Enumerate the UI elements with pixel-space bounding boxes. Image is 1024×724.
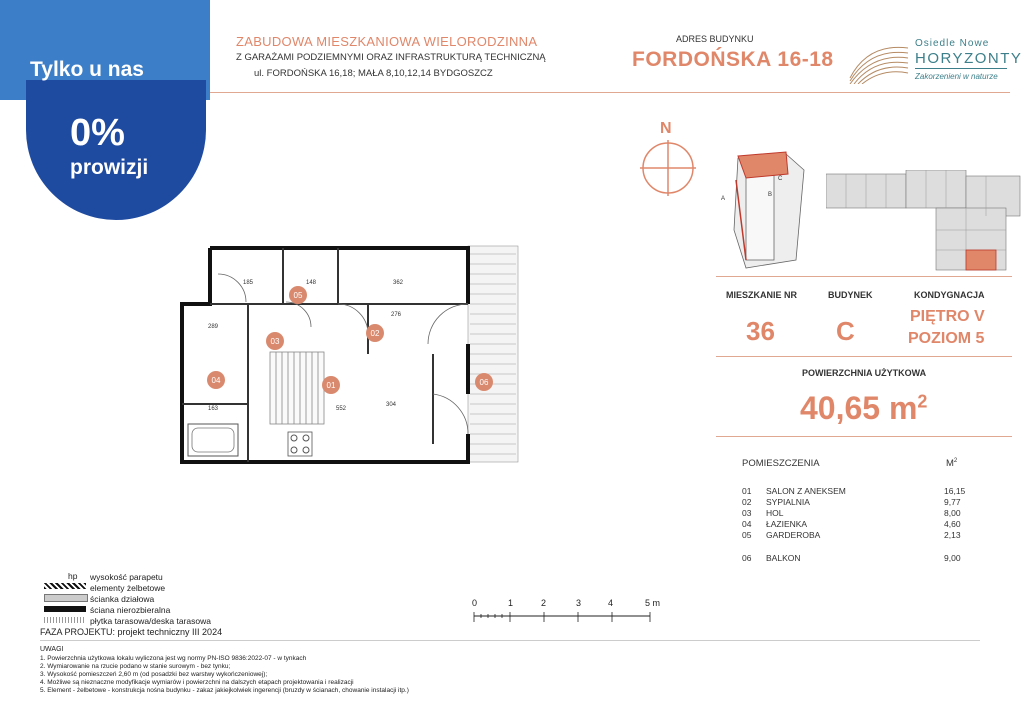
notes-divider xyxy=(40,640,980,641)
legend-swatch-loadbearing xyxy=(44,606,86,612)
compass-label: N xyxy=(660,120,672,137)
svg-text:C: C xyxy=(778,176,783,182)
scale-tick-3: 3 xyxy=(576,598,582,608)
unit-divider-mid xyxy=(716,356,1012,357)
promo-badge-line2: prowizji xyxy=(70,156,149,179)
room-row-03: 03 HOL 8,00 xyxy=(742,508,961,518)
area-label: POWIERZCHNIA UŻYTKOWA xyxy=(802,368,927,378)
rooms-table xyxy=(742,486,982,564)
dim-276: 276 xyxy=(391,312,402,318)
scale-tick-2: 2 xyxy=(541,598,547,608)
note-3: 3. Wysokość pomieszczeń 2,60 m (od posadzki bez warstwy wykończeniowej); xyxy=(40,671,268,678)
floor-value-1: PIĘTRO V xyxy=(910,308,985,325)
dim-163: 163 xyxy=(208,406,219,412)
legend-item-1: elementy żelbetowe xyxy=(90,583,166,593)
dim-289: 289 xyxy=(208,324,219,330)
scale-tick-5: 5 m xyxy=(645,598,661,608)
note-4: 4. Możliwe są nieznaczne modyfikacje wymiarów i powierzchni na dalszych etapach projektowania i realizacji xyxy=(40,679,354,686)
room-row-02: 02 SYPIALNIA 9,77 xyxy=(742,497,961,507)
apartment-label: MIESZKANIE NR xyxy=(726,290,798,300)
project-address-line: ul. FORDOŃSKA 16,18; MAŁA 8,10,12,14 BYDGOSZCZ xyxy=(254,68,493,79)
svg-text:A: A xyxy=(721,196,726,202)
rooms-unit-header: $M^2$ xyxy=(946,458,958,470)
legend-item-4: płytka tarasowa/deska tarasowa xyxy=(90,616,211,626)
floor-plan-thumbnail xyxy=(826,170,1022,272)
room-row-04: 04 ŁAZIENKA 4,60 xyxy=(742,519,961,529)
scale-bar xyxy=(470,610,660,624)
legend-swatch-terrace xyxy=(44,617,86,623)
project-subtitle: Z GARAŻAMI PODZIEMNYMI ORAZ INFRASTRUKTURĄ TECHNICZNĄ xyxy=(236,52,546,63)
address-value: FORDOŃSKA 16-18 xyxy=(632,48,834,71)
floor-value-2: POZIOM 5 xyxy=(908,330,985,347)
scale-tick-1: 1 xyxy=(508,598,514,608)
dim-148: 148 xyxy=(306,280,317,286)
floor-plan xyxy=(178,244,520,466)
building-label: BUDYNEK xyxy=(828,290,873,300)
room-label-01: 01 xyxy=(326,381,336,390)
project-title: ZABUDOWA MIESZKANIOWA WIELORODZINNA xyxy=(236,34,538,49)
scale-tick-4: 4 xyxy=(608,598,614,608)
legend-hp-label: hp xyxy=(68,571,78,581)
note-5: 5. Element - żelbetowe - konstrukcja nośna budynku - zakaz jakiejkolwiek ingerencji (bruzdy w ścianach, chowanie instalacji itp.) xyxy=(40,687,409,694)
legend-item-0: wysokość parapetu xyxy=(90,572,163,582)
unit-divider-top xyxy=(716,276,1012,277)
room-row-05: 05 GARDEROBA 2,13 xyxy=(742,530,961,540)
rooms-header: POMIESZCZENIA xyxy=(742,458,820,469)
logo-line2: HORYZONTY xyxy=(915,50,1023,67)
dim-304: 304 xyxy=(386,402,397,408)
area-value: 40,65 $m^2$ xyxy=(800,390,928,426)
dim-185: 185 xyxy=(243,280,254,286)
legend-item-2: ścianka działowa xyxy=(90,594,155,604)
header-divider xyxy=(210,92,1010,93)
room-label-02: 02 xyxy=(370,329,380,338)
legend-item-3: ściana nierozbieralna xyxy=(90,605,171,615)
legend-swatch-concrete xyxy=(44,583,86,589)
svg-text:B: B xyxy=(768,192,773,198)
logo-waves-icon xyxy=(848,38,910,84)
promo-badge-line1: Tylko u nas xyxy=(30,58,144,81)
dim-362: 362 xyxy=(393,280,404,286)
room-label-03: 03 xyxy=(270,337,280,346)
legend-swatch-partition xyxy=(44,594,88,602)
logo-tagline: Zakorzenieni w naturze xyxy=(915,72,998,81)
room-row-01: 01 SALON Z ANEKSEM 16,15 xyxy=(742,486,966,496)
site-plan-thumbnail xyxy=(716,150,806,272)
scale-tick-0: 0 xyxy=(472,598,478,608)
address-label: ADRES BUDYNKU xyxy=(676,34,754,44)
apartment-number: 36 xyxy=(746,316,775,346)
dim-552: 552 xyxy=(336,406,347,412)
notes-title: UWAGI xyxy=(40,646,64,653)
promo-badge-percent: 0% xyxy=(70,112,125,154)
project-phase: FAZA PROJEKTU: projekt techniczny III 2024 xyxy=(40,627,223,637)
room-label-04: 04 xyxy=(211,376,221,385)
room-label-06: 06 xyxy=(479,378,489,387)
room-row-06: 06 BALKON 9,00 xyxy=(742,553,961,563)
compass-icon xyxy=(640,140,696,196)
logo-line1: Osiedle Nowe xyxy=(915,38,990,49)
logo-divider xyxy=(915,68,1007,69)
room-label-05: 05 xyxy=(293,291,303,300)
floor-label: KONDYGNACJA xyxy=(914,290,985,300)
note-1: 1. Powierzchnia użytkowa lokalu wyliczona jest wg normy PN-ISO 9836:2022-07 - w tynkach xyxy=(40,655,307,662)
note-2: 2. Wymiarowanie na rzucie podano w stanie surowym - bez tynku; xyxy=(40,663,231,670)
building-value: C xyxy=(836,316,855,346)
unit-divider-bottom xyxy=(716,436,1012,437)
